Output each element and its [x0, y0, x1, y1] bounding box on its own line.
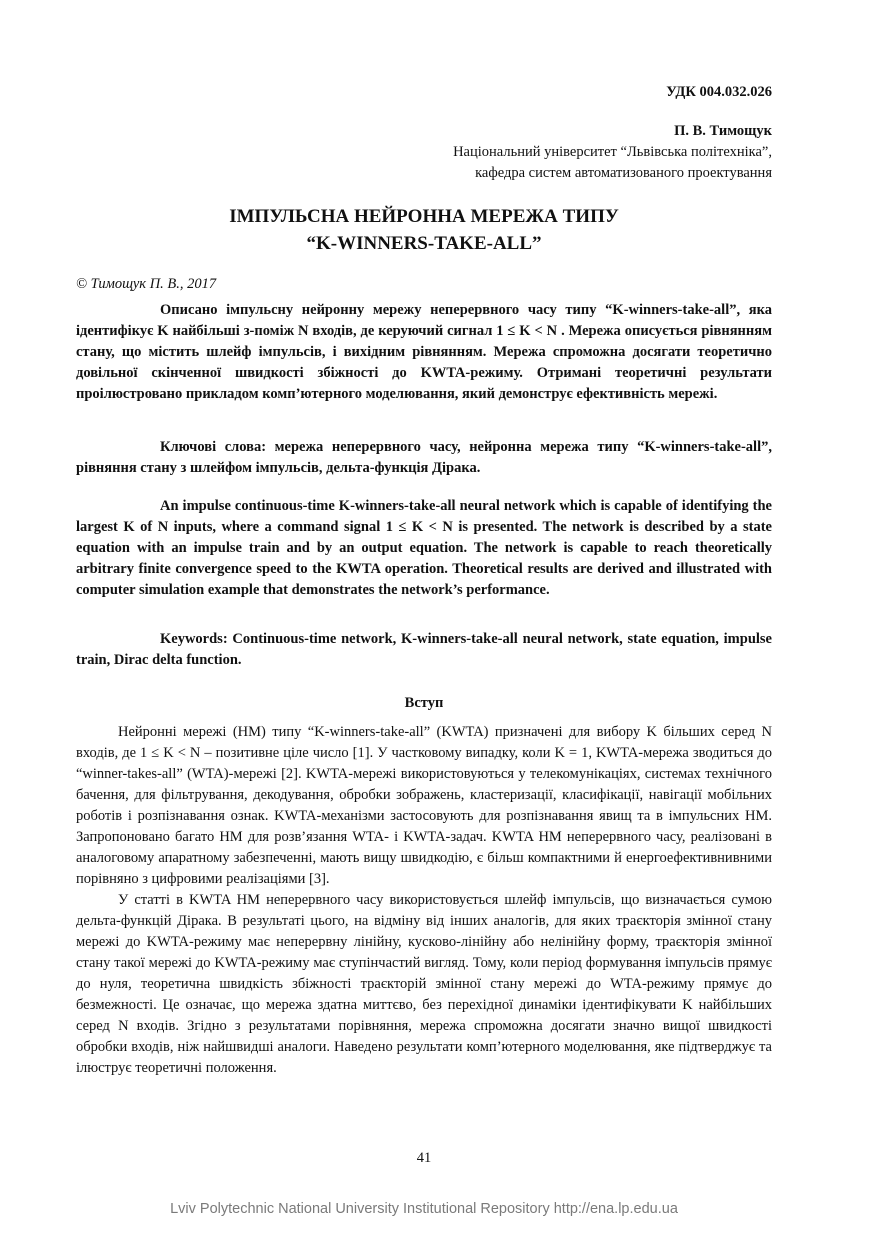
- keywords-ukrainian: [76, 437, 772, 479]
- intro-paragraph-1: Нейронні мережі (НМ) типу “K-winners-take-all” (KWTA) призначені для вибору K більших серед N входів, де 1 ≤ K < N – позитивне ціле число [1]. У частковому випадку, коли K = 1, KWTA-мережа зводиться до “winner-takes-all” (WTA)-мережі [2]. KWTA-мережі використовуються у телекомунікаціях, системах технічного бачення, для фільтрування, декодування, обробки зображень, кластеризації, класифікації, навігації мобільних роботів і розпізнавання ознак. KWTA-механізми застосовують для розпізнавання явищ та в імпульсних НМ. Запропоновано багато НМ для розв’язання WTA- і KWTA-задач. KWTA НМ неперервного часу, реалізовані в аналоговому апаратному забезпеченні, мають вищу швидкодію, є більш компактними й енергоефективнивними порівняно з цифровими реалізаціями [3].: [76, 724, 772, 887]
- section-heading-intro: Вступ: [404, 695, 444, 711]
- abstract-english: [76, 496, 772, 601]
- udc-code: УДК 004.032.026: [666, 84, 772, 100]
- page-number: 41: [416, 1150, 432, 1166]
- copyright-notice: © Тимощук П. В., 2017: [76, 276, 217, 292]
- author-name: П. В. Тимощук: [674, 123, 772, 139]
- author-block: [76, 121, 772, 184]
- abstract-uk-text: Описано імпульсну нейронну мережу неперервного часу типу “K-winners-take-all”, яка ідентифікує K найбільші з-поміж N входів, де керуючий сигнал 1 ≤ K < N . Мережа описується рівнянням стану, що містить шлейф імпульсів, і вихідним рівнянням. Мережа спроможна досягати теоретично довільної скінченної швидкості збіжності до KWTA-режиму. Отримані теоретичні результати проілюстровано прикладом комп’ютерного моделювання, який демонструє ефективність мережі.: [76, 302, 772, 402]
- affiliation-line-1: Національний університет “Львівська політехніка”,: [453, 144, 772, 160]
- intro-paragraph-2: У статті в KWTA НМ неперервного часу використовується шлейф імпульсів, що визначається сумою дельта-функцій Дірака. В результаті цього, на відміну від інших аналогів, для яких траєкторія змінної стану мережі до KWTA-режиму має неперервну лінійну, кусково-лінійну або нелінійну форму, траєкторія змінної стану такої мережі до KWTA-режиму має ступінчастий вигляд. Тому, коли період формування імпульсів прямує до нуля, теоретична швидкість збіжності траєкторій змінної стану мережі до WTA-режиму прямує до безмежності. Це означає, що мережа здатна миттєво, без перехідної динаміки ідентифікувати K найбільших серед N входів. Згідно з результатами порівняння, мережа спроможна досягати значно вищої швидкості обробки входів, ніж найшвидші аналоги. Наведено результати комп’ютерного моделювання, яке підтверджує та ілюструє теоретичні положення.: [76, 892, 772, 1076]
- title-line-2: “K-WINNERS-TAKE-ALL”: [306, 233, 542, 254]
- repository-footer: Lviv Polytechnic National University Institutional Repository http://ena.lp.edu.ua: [170, 1201, 678, 1217]
- abstract-ukrainian: [76, 300, 772, 405]
- title-line-1: ІМПУЛЬСНА НЕЙРОННА МЕРЕЖА ТИПУ: [229, 206, 619, 227]
- paper-title: [76, 203, 772, 257]
- intro-body: [76, 722, 772, 1079]
- affiliation-line-2: кафедра систем автоматизованого проектування: [475, 165, 772, 181]
- abstract-en-text: An impulse continuous-time K-winners-take-all neural network which is capable of identifying the largest K of N inputs, where a command signal 1 ≤ K < N is presented. The network is described by a state equation with an impulse train and by an output equation. The network is capable to reach theoretically arbitrary finite convergence speed to the KWTA operation. Theoretical results are derived and illustrated with computer simulation example that demonstrates the network’s performance.: [76, 498, 772, 598]
- keywords-uk-text: Ключові слова: мережа неперервного часу, нейронна мережа типу “K-winners-take-all”, рівняння стану з шлейфом імпульсів, дельта-функція Дірака.: [76, 439, 772, 476]
- keywords-en-text: Keywords: Continuous-time network, K-winners-take-all neural network, state equation, impulse train, Dirac delta function.: [76, 631, 772, 668]
- keywords-english: [76, 629, 772, 671]
